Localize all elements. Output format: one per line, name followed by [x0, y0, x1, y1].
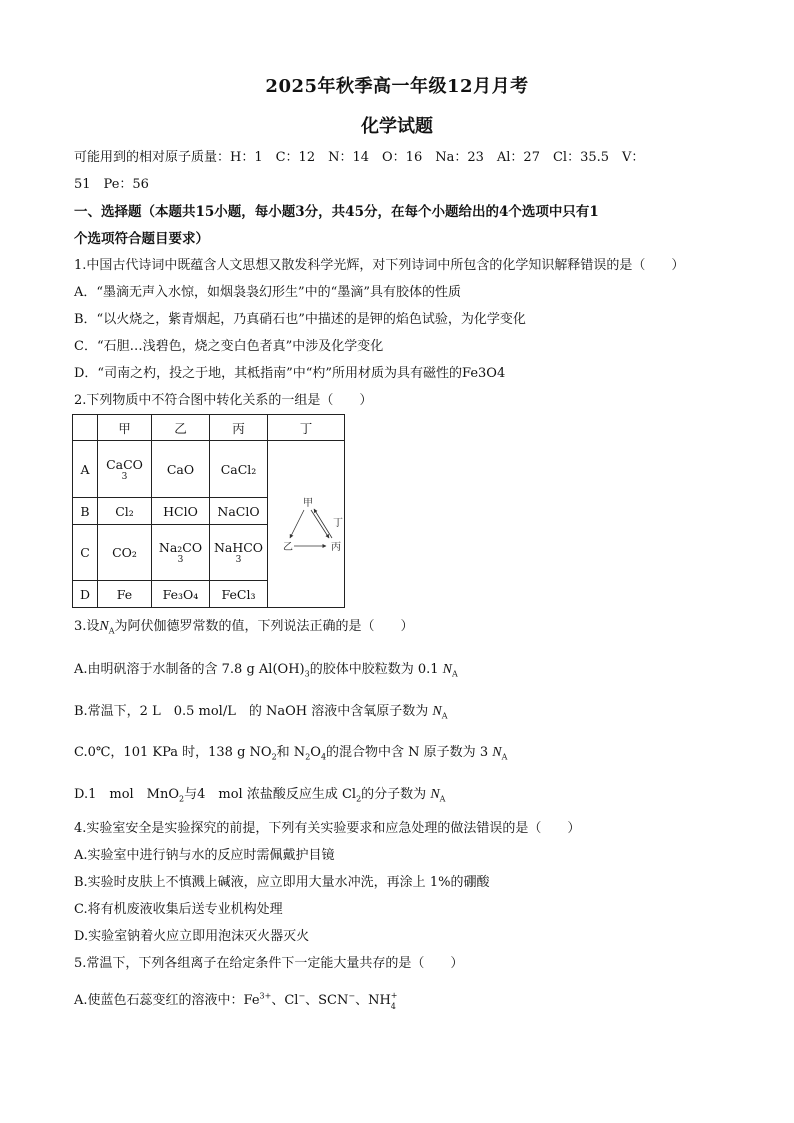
q3-b-text: B.常温下，2 L 0.5 mol/L 的 NaOH 溶液中含氧原子数为 — [74, 704, 429, 719]
diagram-label-jia: 甲 — [303, 498, 313, 509]
q2-cell-jia: CO₂ — [98, 525, 152, 581]
q4-option-a: A.实验室中进行钠与水的反应时需佩戴护目镜 — [74, 848, 335, 863]
q3-c-sub: 2 — [305, 752, 311, 762]
q2-cell-jia: Fe — [98, 581, 152, 608]
q4-option-c: C.将有机废液收集后送专业机构处理 — [74, 902, 283, 917]
q3-c-sub: 2 — [271, 752, 277, 762]
q3-stem — [74, 619, 414, 635]
section-heading-line-2: 个选项符合题目要求） — [74, 231, 209, 247]
q1-option-d-text: D．“司南之杓，投之于地，其柢指南”中“杓”所用材质为具有磁性的 — [74, 366, 463, 381]
atomic-mass-line-2: 51 Pe：56 — [74, 177, 149, 192]
q4-stem: 4.实验室安全是实验探究的前提，下列有关实验要求和应急处理的做法错误的是（ ） — [74, 821, 581, 836]
q5-a-mid2: 、SCN — [305, 993, 349, 1008]
q1-stem: 1.中国古代诗词中既蕴含人文思想又散发科学光辉，对下列诗词中所包含的化学知识解释错误的是（ ） — [74, 258, 685, 273]
q5-a-sup: − — [348, 991, 356, 1001]
q5-a-sup: − — [298, 991, 306, 1001]
q5-a-sub: 4 — [390, 1002, 396, 1011]
q3-d-mid1: 与4 mol 浓盐酸反应生成 Cl — [184, 787, 357, 802]
q1-option-d — [74, 366, 505, 382]
q3-a-text: A.由明矾溶于水制备的含 7.8 g Al(OH) — [74, 662, 305, 677]
q2-cell-jia — [98, 441, 152, 498]
q3-c-mid3: 的混合物中含 N 原子数为 3 — [326, 745, 489, 760]
q2-cell-jia: Cl₂ — [98, 498, 152, 525]
na-subscript: A — [452, 669, 458, 679]
q5-a-sup: 3+ — [259, 991, 272, 1001]
na-symbol: N — [430, 787, 440, 802]
exam-title: 2025年秋季高一年级12月月考 — [265, 76, 529, 97]
section-heading-line-1: 一、选择题（本题共15小题，每小题3分，共45分，在每个小题给出的4个选项中只有1 — [74, 204, 599, 220]
q3-c-mid2: O — [310, 745, 321, 760]
q2-row-a — [73, 441, 345, 498]
q2-cell-bing: FeCl₃ — [210, 581, 268, 608]
q5-a-mid3: 、NH — [355, 993, 391, 1008]
q5-stem: 5.常温下，下列各组离子在给定条件下一定能大量共存的是（ ） — [74, 956, 464, 971]
q2-header-ding: 丁 — [268, 415, 345, 441]
q3-d-sub: 2 — [179, 794, 185, 804]
q2-cell-bing — [210, 525, 268, 581]
q1-option-b: B．“以火烧之，紫青烟起，乃真硝石也”中描述的是钾的焰色试验，为化学变化 — [74, 312, 526, 327]
q3-stem-pre: 3.设 — [74, 619, 100, 634]
arrow-jia-to-yi — [290, 510, 304, 538]
na-subscript: A — [108, 626, 115, 636]
q2-header-bing: 丙 — [210, 415, 268, 441]
q3-option-b — [74, 704, 448, 720]
q2-cell-yi: CaO — [152, 441, 210, 498]
q5-a-text: A.使蓝色石蕊变红的溶液中：Fe — [74, 993, 260, 1008]
q3-c-mid1: 和 N — [276, 745, 306, 760]
q3-option-d — [74, 787, 445, 803]
q3-d-text: D.1 mol MnO — [74, 787, 180, 802]
q3-option-c — [74, 745, 507, 761]
q3-option-a — [74, 662, 458, 678]
q1-option-d-formula: Fe3O4 — [462, 366, 506, 381]
q5-a-mid1: 、Cl — [271, 993, 299, 1008]
na-symbol: N — [99, 619, 109, 634]
q1-option-a: A．“墨滴无声入水惊，如烟袅袅幻形生”中的“墨滴”具有胶体的性质 — [74, 285, 461, 300]
q3-d-sub: 2 — [356, 794, 362, 804]
q2-row-label: A — [73, 441, 98, 498]
q2-cell-bing-text: NaHCO — [213, 540, 264, 555]
q2-header-jia: 甲 — [98, 415, 152, 441]
q3-a-sub: 3 — [304, 669, 310, 679]
q2-cell-yi: HClO — [152, 498, 210, 525]
na-subscript: A — [439, 794, 446, 804]
arrow-bing-to-jia — [314, 509, 332, 538]
q2-stem: 2.下列物质中不符合图中转化关系的一组是（ ） — [74, 393, 373, 408]
q2-row-label: C — [73, 525, 98, 581]
q3-d-mid2: 的分子数为 — [361, 787, 427, 802]
diagram-label-yi: 乙 — [283, 542, 293, 553]
na-symbol: N — [492, 745, 502, 760]
atomic-mass-line-1: 可能用到的相对原子质量：H：1 C：12 N：14 O：16 Na：23 Al：27 Cl：35.5 V： — [74, 150, 645, 165]
q5-option-a — [74, 993, 397, 1009]
q2-row-label: D — [73, 581, 98, 608]
q3-stem-post: 为阿伏伽德罗常数的值，下列说法正确的是（ ） — [114, 619, 414, 634]
arrow-jia-to-bing — [311, 510, 329, 538]
q2-cell-bing: CaCl₂ — [210, 441, 268, 498]
q2-cell-jia-sub: 3 — [121, 471, 128, 482]
na-subscript: A — [441, 711, 448, 721]
q2-table-header-row — [73, 415, 345, 441]
q2-cell-yi-sub: 3 — [177, 555, 184, 565]
na-symbol: N — [432, 704, 442, 719]
q2-row-label: B — [73, 498, 98, 525]
q4-option-b: B.实验时皮肤上不慎溅上碱液，应立即用大量水冲洗，再涂上 1%的硼酸 — [74, 875, 490, 890]
q2-cell-jia-text: CaCO — [106, 456, 143, 472]
q2-cell-bing: NaClO — [210, 498, 268, 525]
q3-a-mid: 的胶体中胶粒数为 0.1 — [309, 662, 439, 677]
q3-c-text: C.0℃，101 KPa 时，138 g NO — [74, 745, 272, 760]
q5-a-ion-scripts — [390, 991, 398, 1011]
na-symbol: N — [442, 662, 452, 677]
q2-cell-yi-text: Na₂CO — [158, 540, 203, 555]
exam-subtitle: 化学试题 — [361, 116, 433, 137]
na-subscript: A — [501, 752, 508, 762]
q2-cell-yi: Fe₃O₄ — [152, 581, 210, 608]
q2-conversion-diagram — [280, 494, 344, 554]
q1-option-c: C．“石胆…浅碧色，烧之变白色者真”中涉及化学变化 — [74, 339, 384, 354]
q5-a-sup: + — [390, 991, 398, 1000]
q2-cell-bing-sub: 3 — [235, 555, 242, 565]
diagram-label-bing: 丙 — [331, 542, 341, 553]
q2-cell-yi — [152, 525, 210, 581]
q4-option-d: D.实验室钠着火应立即用泡沫灭火器灭火 — [74, 929, 310, 944]
diagram-label-ding: 丁 — [333, 518, 343, 529]
q3-c-sub: 4 — [320, 752, 327, 762]
q2-header-empty — [73, 415, 98, 441]
q2-header-yi: 乙 — [152, 415, 210, 441]
